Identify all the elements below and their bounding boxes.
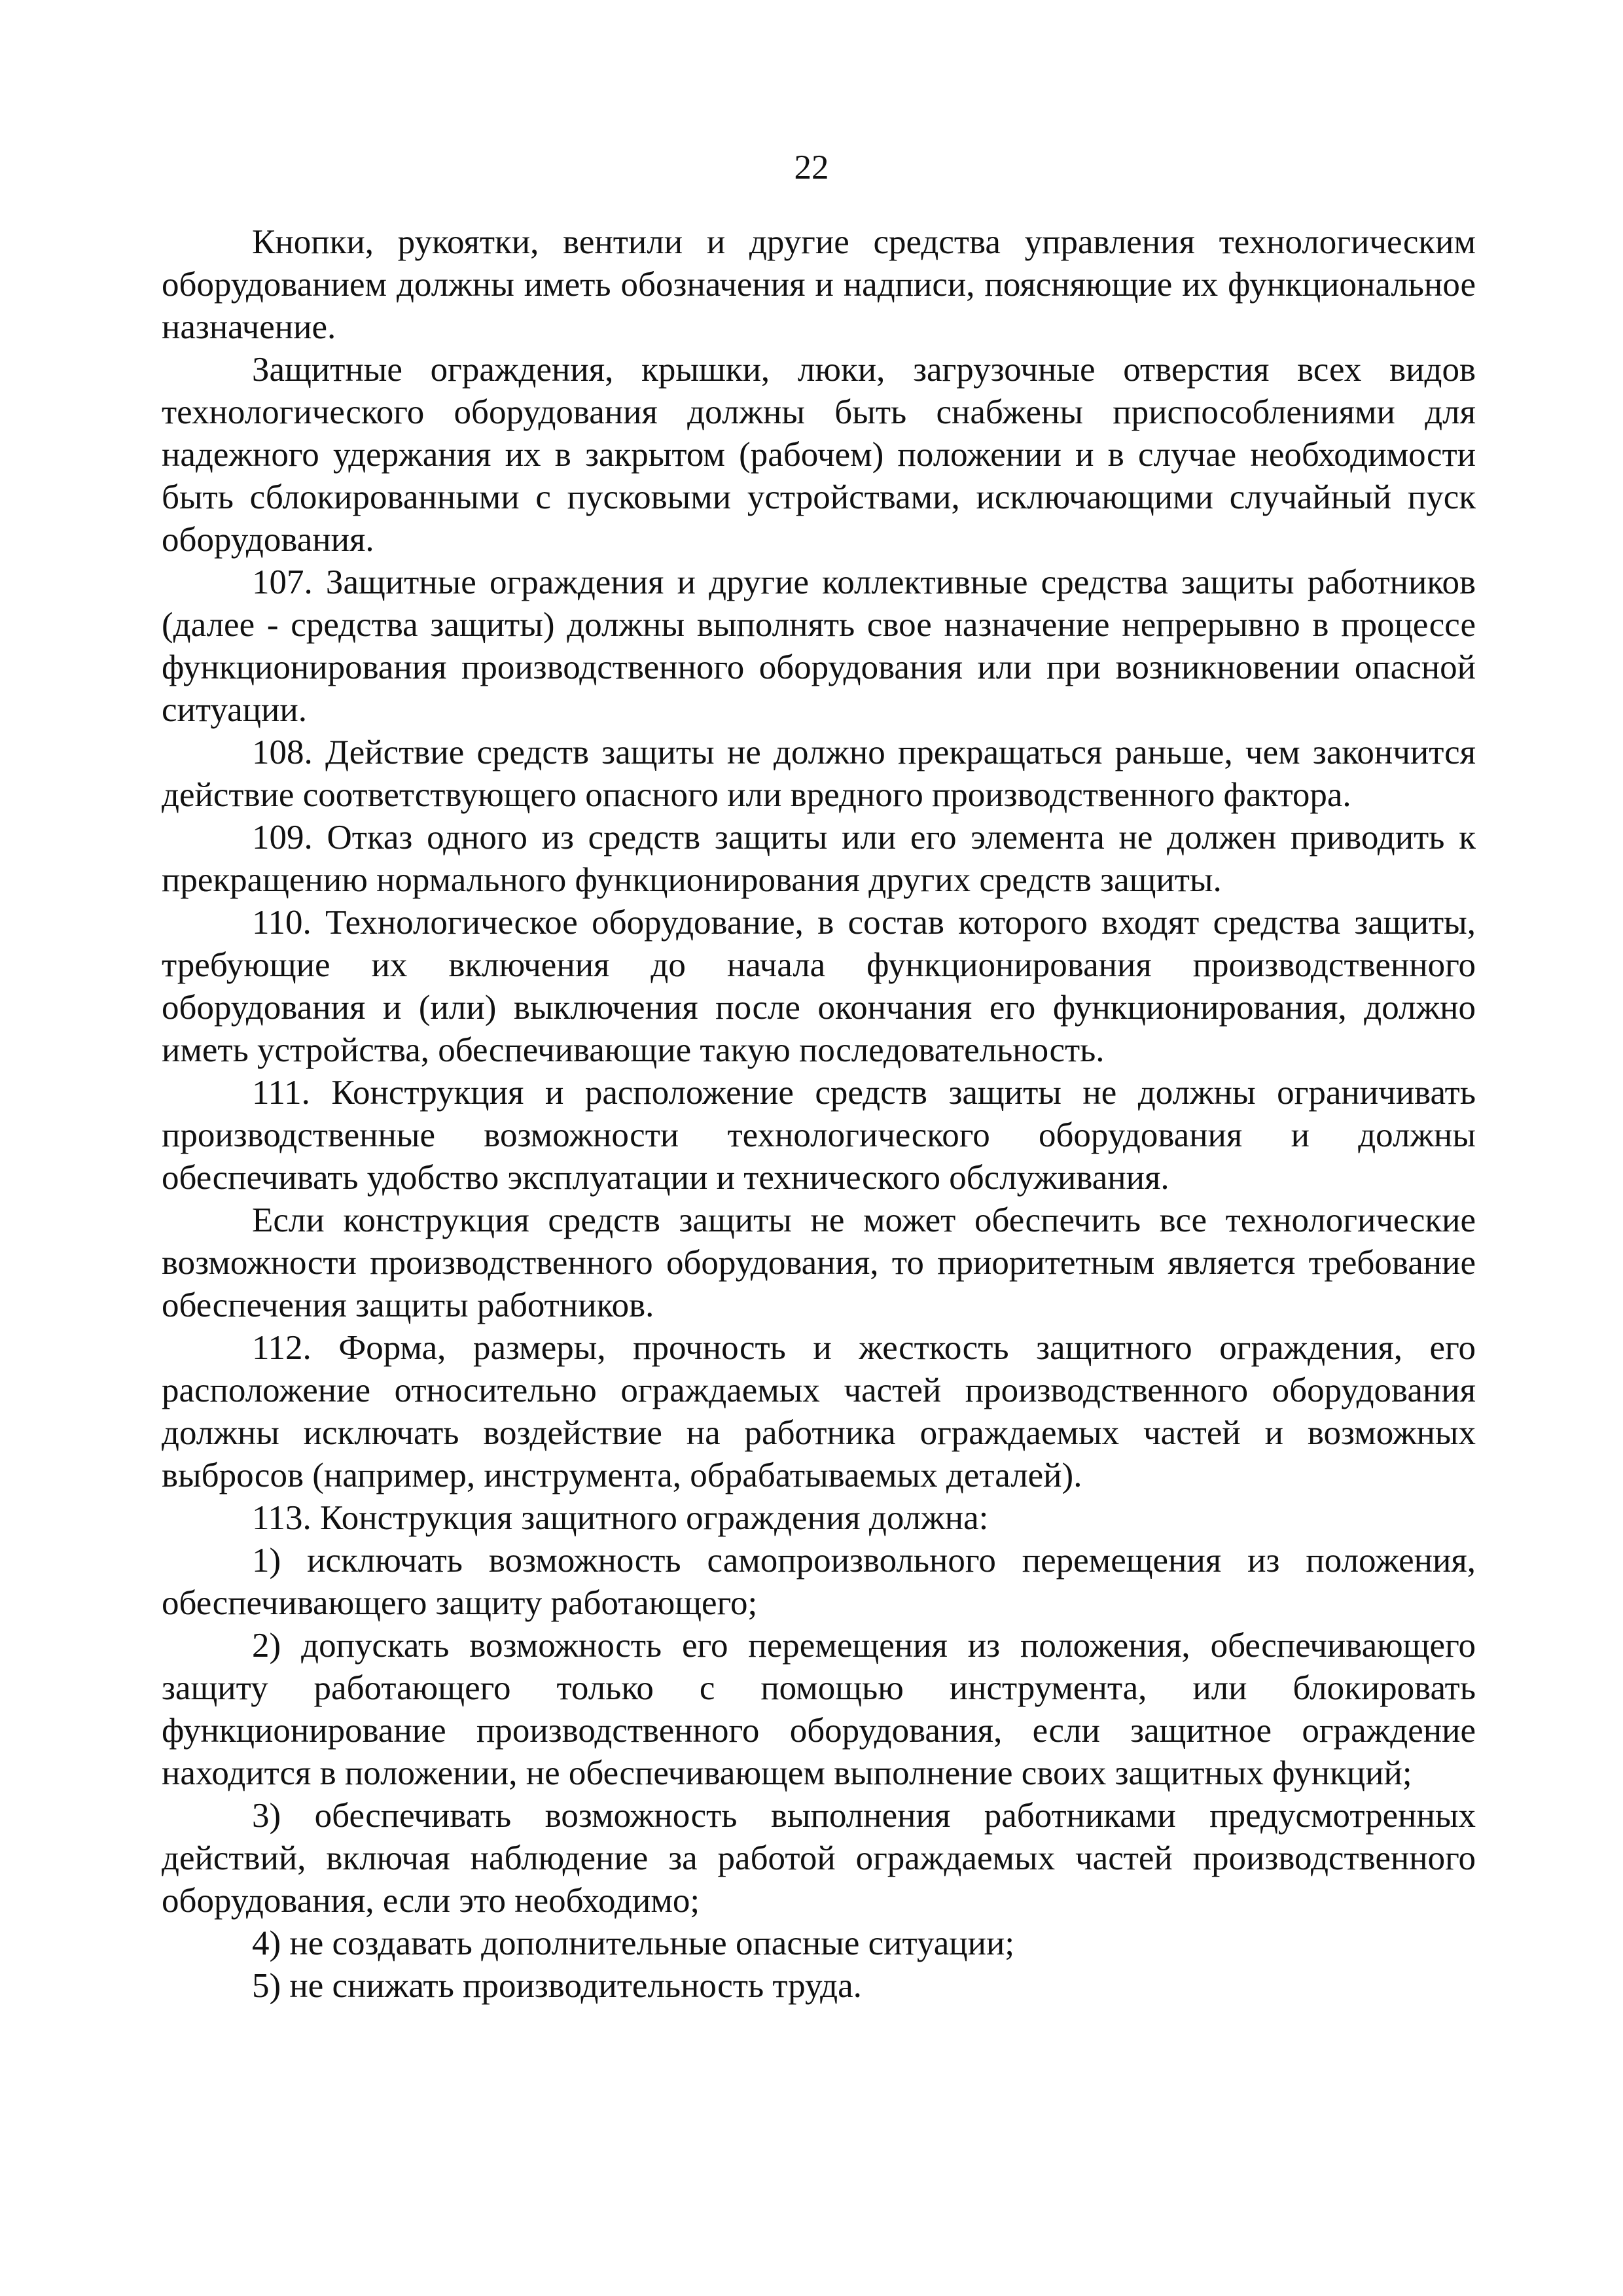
paragraph-112: 112. Форма, размеры, прочность и жесткость защитного ограждения, его расположение относительно ограждаемых частей производственного оборудования должны исключать воздействие на работника ограждаемых частей и возможных выбросов (например, инструмента, обрабатываемых деталей).: [162, 1329, 1476, 1494]
list-item-113-2: 2) допускать возможность его перемещения из положения, обеспечивающего защиту работающего только с помощью инструмента, или блокировать функционирование производственного оборудования, если защитное ограждение находится в положении, не обеспечивающем выполнение своих защитных функций;: [162, 1627, 1476, 1792]
page-number: 22: [794, 149, 829, 186]
paragraph-109: 109. Отказ одного из средств защиты или его элемента не должен приводить к прекращению нормального функционирования других средств защиты.: [162, 819, 1476, 899]
document-body: [162, 221, 1476, 2007]
paragraph-107: 107. Защитные ограждения и другие коллективные средства защиты работников (далее - средства защиты) должны выполнять свое назначение непрерывно в процессе функционирования производственного оборудования или при возникновении опасной ситуации.: [162, 563, 1476, 729]
paragraph-controls-labels: Кнопки, рукоятки, вентили и другие средства управления технологическим оборудованием должны иметь обозначения и надписи, поясняющие их функциональное назначение.: [162, 223, 1476, 346]
list-item-113-5: 5) не снижать производительность труда.: [252, 1967, 862, 2005]
paragraph-111-priority: Если конструкция средств защиты не может обеспечить все технологические возможности производственного оборудования, то приоритетным является требование обеспечения защиты работников.: [162, 1201, 1476, 1324]
list-item-113-4: 4) не создавать дополнительные опасные ситуации;: [252, 1924, 1015, 1962]
paragraph-111: 111. Конструкция и расположение средств защиты не должны ограничивать производственные возможности технологического оборудования и должны обеспечивать удобство эксплуатации и технического обслуживания.: [162, 1074, 1476, 1197]
paragraph-108: 108. Действие средств защиты не должно прекращаться раньше, чем закончится действие соответствующего опасного или вредного производственного фактора.: [162, 733, 1476, 814]
paragraph-guards-locking: Защитные ограждения, крышки, люки, загрузочные отверстия всех видов технологического оборудования должны быть снабжены приспособлениями для надежного удержания их в закрытом (рабочем) положении и в случае необходимости быть сблокированными с пусковыми устройствами, исключающими случайный пуск оборудования.: [162, 351, 1476, 559]
paragraph-110: 110. Технологическое оборудование, в состав которого входят средства защиты, требующие их включения до начала функционирования производственного оборудования и (или) выключения после окончания его функционирования, должно иметь устройства, обеспечивающие такую последовательность.: [162, 904, 1476, 1069]
list-item-113-1: 1) исключать возможность самопроизвольного перемещения из положения, обеспечивающего защиту работающего;: [162, 1542, 1476, 1622]
paragraph-113: 113. Конструкция защитного ограждения должна:: [252, 1499, 989, 1537]
list-item-113-3: 3) обеспечивать возможность выполнения работниками предусмотренных действий, включая наблюдение за работой ограждаемых частей производственного оборудования, если это необходимо;: [162, 1797, 1476, 1920]
